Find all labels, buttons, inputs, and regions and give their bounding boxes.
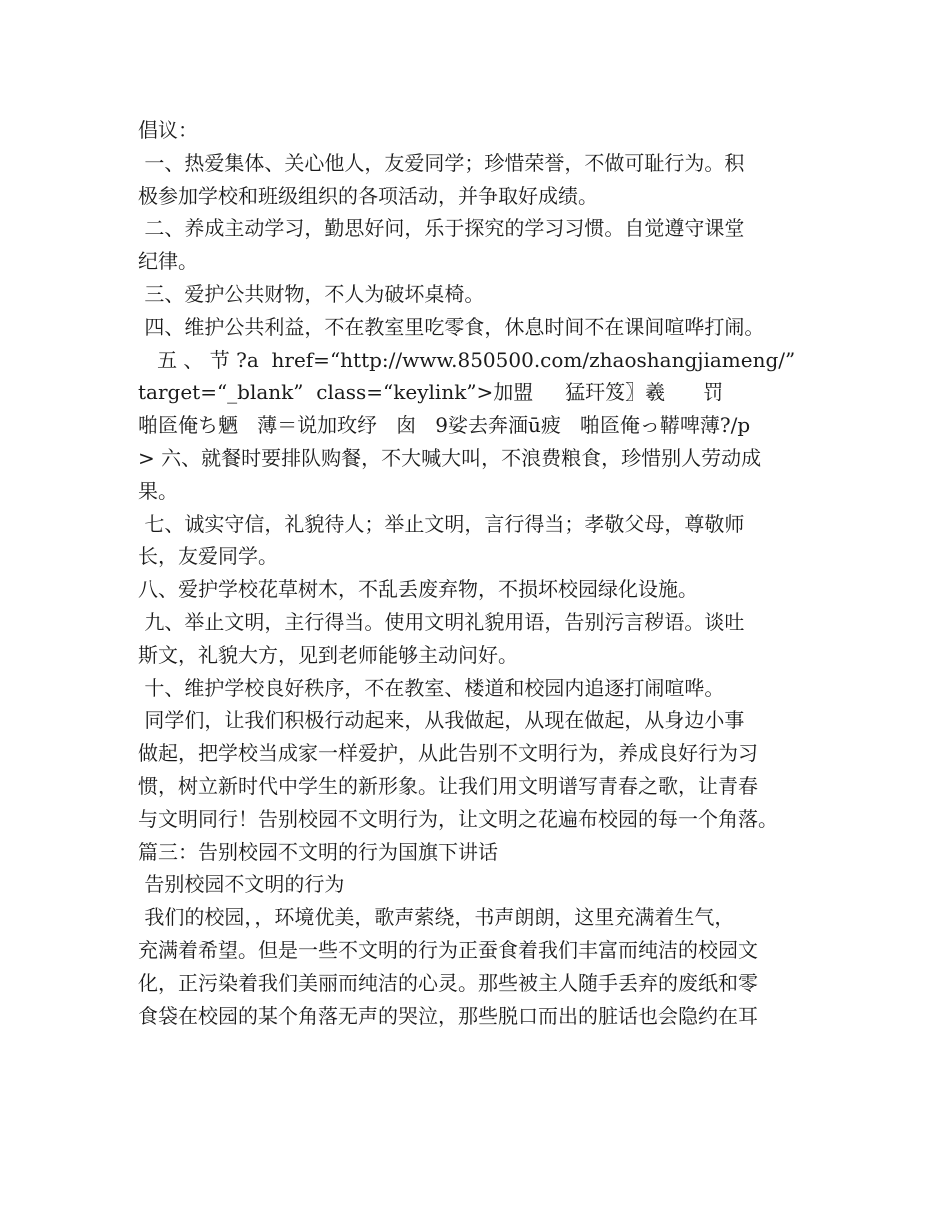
section-heading: 篇三：告别校园不文明的行为国旗下讲话 — [138, 839, 498, 864]
text-line: 做起，把学校当成家一样爱护，从此告别不文明行为，养成良好行为习 — [138, 741, 758, 766]
text-line: 啪匼俺ち魉 薄＝说加玫纾 囱 9娑去奔湎ū疲 啪匼俺っ鞯啤薄?/p — [138, 413, 751, 438]
text-line: 我们的校园，，环境优美，歌声萦绕，书声朗朗，这里充满着生气， — [138, 905, 735, 930]
text-line: 与文明同行！告别校园不文明行为，让文明之花遍布校园的每一个角落。 — [138, 806, 778, 831]
text-line: 五 、 节 ?a href=“http://www.850500.com/zhaoshangjiameng/” — [138, 347, 796, 372]
text-line: 充满着希望。但是一些不文明的行为正蚕食着我们丰富而纯洁的校园文 — [138, 937, 758, 962]
text-line: 化，正污染着我们美丽而纯洁的心灵。那些被主人随手丢弃的废纸和零 — [138, 970, 758, 995]
text-line: 倡议： — [138, 118, 198, 142]
document-body — [138, 114, 838, 1032]
text-line: 七、诚实守信，礼貌待人；举止文明，言行得当；孝敬父母，尊敬师 — [138, 511, 745, 536]
text-line: > 六、就餐时要排队购餐，不大喊大叫，不浪费粮食，珍惜别人劳动成 — [138, 445, 762, 470]
text-line: 极参加学校和班级组织的各项活动，并争取好成绩。 — [138, 183, 598, 208]
text-line: target=“_blank” class=“keylink”>加盟 猛玕笈〗羲 罚 — [138, 380, 724, 405]
text-line: 四、维护公共利益，不在教室里吃零食，休息时间不在课间喧哗打闹。 — [138, 314, 765, 339]
text-line: 长，友爱同学。 — [138, 544, 278, 569]
text-line: 果。 — [138, 478, 178, 503]
text-line: 斯文，礼貌大方，见到老师能够主动问好。 — [138, 642, 518, 667]
text-line: 八、爱护学校花草树木，不乱丢废弃物，不损坏校园绿化设施。 — [138, 577, 698, 602]
text-line: 纪律。 — [138, 249, 198, 274]
text-line: 九、举止文明，主行得当。使用文明礼貌用语，告别污言秽语。谈吐 — [138, 609, 745, 634]
text-line: 十、维护学校良好秩序，不在教室、楼道和校园内追逐打闹喧哗。 — [138, 675, 725, 700]
text-line: 同学们，让我们积极行动起来，从我做起，从现在做起，从身边小事 — [138, 708, 745, 733]
text-line: 惯，树立新时代中学生的新形象。让我们用文明谱写青春之歌，让青春 — [138, 773, 758, 798]
text-line: 食袋在校园的某个角落无声的哭泣，那些脱口而出的脏话也会隐约在耳 — [138, 1003, 758, 1028]
text-line: 一、热爱集体、关心他人，友爱同学；珍惜荣誉，不做可耻行为。积 — [138, 150, 745, 175]
text-line: 二、养成主动学习，勤思好问，乐于探究的学习习惯。自觉遵守课堂 — [138, 216, 745, 241]
section-subtitle: 告别校园不文明的行为 — [138, 872, 345, 897]
text-line: 三、爱护公共财物，不人为破坏桌椅。 — [138, 281, 485, 306]
